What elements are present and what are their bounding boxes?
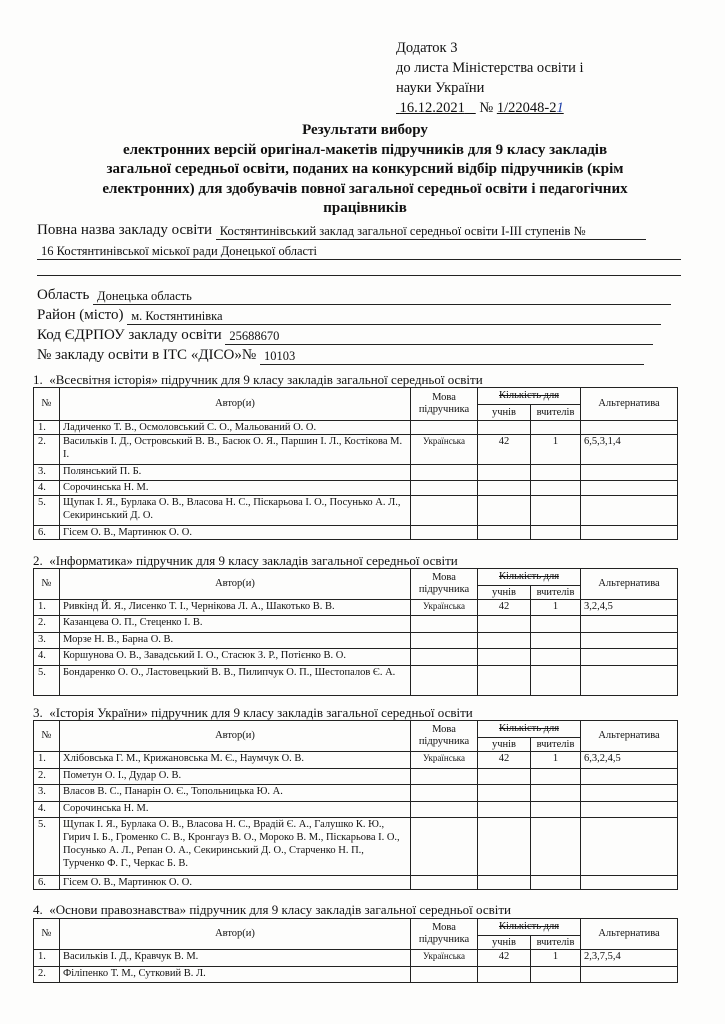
addendum-date: 16.12.2021 — [399, 100, 465, 116]
header-author: Автор(и) — [60, 919, 411, 950]
addendum-line-3: науки України — [396, 80, 485, 96]
table-row: 1. Васильків І. Д., Кравчук В. М. Українська 42 1 2,3,7,5,4 — [34, 950, 678, 967]
header-quantity: Кількість для — [478, 721, 581, 738]
section-2-table — [33, 568, 678, 696]
header-language: Мова підручника — [411, 721, 478, 752]
header-teachers: вчителів — [531, 586, 581, 600]
header-alternative: Альтернатива — [581, 569, 678, 600]
school-name-field — [37, 220, 646, 240]
edrpou-field — [37, 325, 653, 345]
header-teachers: вчителів — [531, 936, 581, 950]
table-row: 3. Полянський П. Б. — [34, 465, 678, 481]
section-heading: «Інформатика» підручник для 9 класу закладів загальної середньої освіти — [49, 553, 458, 568]
table-row: 1. Ладиченко Т. В., Осмоловський С. О., Мальований О. О. — [34, 421, 678, 435]
header-author: Автор(и) — [60, 721, 411, 752]
title-line-4: електронних) для здобувачів повної загальної середньої освіти і педагогічних — [102, 180, 628, 197]
table-row: 2. Пометун О. І., Дудар О. В. — [34, 769, 678, 785]
table-row: 4. Сорочинська Н. М. — [34, 802, 678, 818]
handwritten-digit: 1 — [556, 100, 564, 116]
header-language: Мова підручника — [411, 569, 478, 600]
document-title — [40, 121, 690, 219]
header-students: учнів — [478, 586, 531, 600]
school-name-field-cont — [37, 240, 681, 260]
addendum-line-1: Додаток 3 — [396, 40, 458, 56]
table-row: 4. Сорочинська Н. М. — [34, 481, 678, 496]
title-line-2: електронних версій оригінал-макетів підручників для 9 класу закладів — [122, 141, 608, 158]
title-line-3: загальної середньої освіти, поданих на конкурсний відбір підручників (крім — [106, 161, 624, 177]
table-row: 5. Бондаренко О. О., Ластовецький В. В., Пилипчук О. П., Шестопалов Є. А. — [34, 666, 678, 696]
its-value: 10103 — [260, 348, 644, 365]
header-no: № — [34, 919, 60, 950]
header-quantity: Кількість для — [478, 919, 581, 936]
addendum-number: 1/22048-21 — [496, 100, 564, 116]
section-number: 2. — [33, 553, 43, 568]
school-name-label: Повна назва закладу освіти — [37, 222, 213, 238]
section-heading: «Основи правознавства» підручник для 9 класу закладів загальної середньої освіти — [49, 902, 511, 917]
header-students: учнів — [478, 405, 531, 421]
header-teachers: вчителів — [531, 405, 581, 421]
header-alternative: Альтернатива — [581, 721, 678, 752]
title-line-1: Результати вибору — [302, 122, 428, 138]
edrpou-label: Код ЄДРПОУ закладу освіти — [37, 327, 222, 343]
table-row: 2. Філіпенко Т. М., Сутковий В. Л. — [34, 967, 678, 983]
header-students: учнів — [478, 738, 531, 752]
header-quantity: Кількість для — [478, 569, 581, 586]
section-3-table — [33, 720, 678, 890]
section-4-title — [33, 902, 511, 918]
blank-line — [37, 275, 681, 276]
section-2-title — [33, 553, 458, 569]
edrpou-value: 25688670 — [225, 328, 653, 345]
its-label: № закладу освіти в ІТС «ДІСО»№ — [37, 347, 257, 363]
addendum-registration — [396, 98, 584, 118]
addendum-block — [396, 38, 584, 118]
header-language: Мова підручника — [411, 919, 478, 950]
section-number: 4. — [33, 902, 43, 917]
school-name-value-2: 16 Костянтинівської міської ради Донецької області — [37, 243, 681, 260]
header-alternative: Альтернатива — [581, 388, 678, 421]
district-field — [37, 305, 661, 325]
header-no: № — [34, 569, 60, 600]
header-no: № — [34, 388, 60, 421]
its-field — [37, 345, 644, 365]
section-heading: «Всесвітня історія» підручник для 9 класу закладів загальної середньої освіти — [49, 372, 483, 387]
section-number: 3. — [33, 705, 43, 720]
region-value: Донецька область — [93, 288, 671, 305]
table-row: 3. Морзе Н. В., Барна О. В. — [34, 633, 678, 649]
district-label: Район (місто) — [37, 307, 124, 323]
table-row: 6. Гісем О. В., Мартинюк О. О. — [34, 876, 678, 890]
header-quantity: Кількість для — [478, 388, 581, 405]
section-1-title — [33, 372, 483, 388]
table-row: 4. Коршунова О. В., Завадський І. О., Стасюк З. Р., Потієнко В. О. — [34, 649, 678, 666]
section-number: 1. — [33, 372, 43, 387]
table-row: 3. Власов В. С., Панарін О. Є., Топольницька Ю. А. — [34, 785, 678, 802]
header-no: № — [34, 721, 60, 752]
table-row: 5. Щупак І. Я., Бурлака О. В., Власова Н. С., Піскарьова І. О., Посунько А. Л., Секиринський Д. О. — [34, 496, 678, 526]
table-row: 5. Щупак І. Я., Бурлака О. В., Власова Н. С., Врадій Є. А., Галушко К. Ю., Гирич І. Б., Громенко С. В., Кронгауз В. О., Мороко В. М., Піскарьова І. О., Посунько А. Л., Репан О. А., Секиринський Д. О., Старченко Н. П., Турченко Ф. Г., Черкас Б. В. — [34, 818, 678, 876]
table-row: 2. Васильків І. Д., Островський В. В., Басюк О. Я., Паршин І. Л., Костікова М. І. Українська 42 1 6,5,3,1,4 — [34, 435, 678, 465]
header-author: Автор(и) — [60, 569, 411, 600]
school-name-value-1: Костянтинівський заклад загальної середньої освіти I-III ступенів № — [216, 223, 646, 240]
header-teachers: вчителів — [531, 738, 581, 752]
section-3-title — [33, 705, 473, 721]
table-row: 6. Гісем О. В., Мартинюк О. О. — [34, 526, 678, 540]
section-heading: «Історія України» підручник для 9 класу закладів загальної середньої освіти — [49, 705, 473, 720]
section-4-table — [33, 918, 678, 983]
title-line-5: працівників — [323, 200, 407, 216]
section-1-table — [33, 387, 678, 540]
addendum-no-label: № — [479, 100, 494, 116]
header-students: учнів — [478, 936, 531, 950]
district-value: м. Костянтинівка — [127, 308, 661, 325]
table-row: 2. Казанцева О. П., Стеценко І. В. — [34, 616, 678, 633]
header-alternative: Альтернатива — [581, 919, 678, 950]
region-label: Область — [37, 287, 90, 303]
addendum-line-2: до листа Міністерства освіти і — [396, 60, 584, 76]
table-row: 1. Хлібовська Г. М., Крижановська М. Є., Наумчук О. В. Українська 42 1 6,3,2,4,5 — [34, 752, 678, 769]
table-row: 1. Ривкінд Й. Я., Лисенко Т. І., Чернікова Л. А., Шакотько В. В. Українська 42 1 3,2,4,5 — [34, 600, 678, 616]
header-language: Мова підручника — [411, 388, 478, 421]
region-field — [37, 285, 671, 305]
header-author: Автор(и) — [60, 388, 411, 421]
